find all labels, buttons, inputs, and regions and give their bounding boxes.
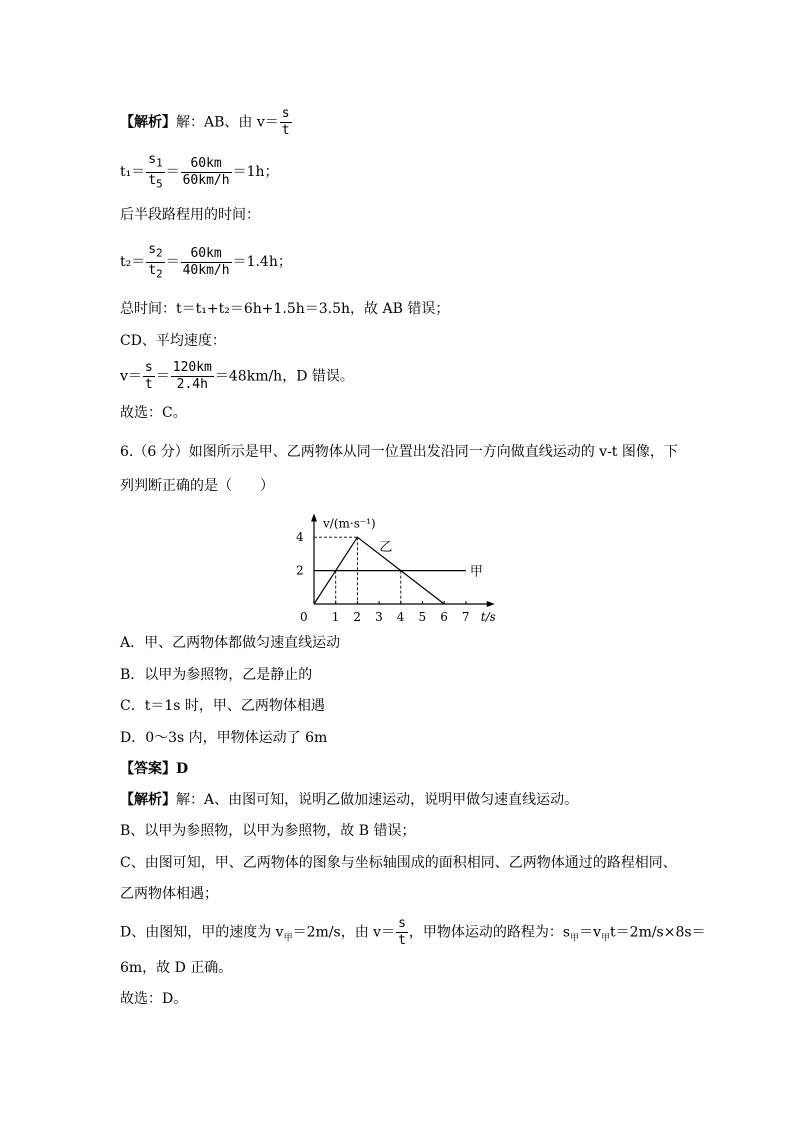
t2-frac-den-sub: 2 [156, 267, 163, 281]
analysis-label-2: 【解析】 [120, 792, 176, 808]
line5-fraction [396, 916, 408, 949]
series-label: 甲 [469, 564, 483, 580]
solution2-line6: 6m，故 D 正确。 [120, 960, 233, 976]
intro-frac-den: t [281, 123, 290, 138]
line5-sub1: 甲 [283, 933, 293, 944]
t1-frac-den: t [148, 172, 157, 188]
t2-eq: ＝ [165, 254, 180, 271]
t2-fraction [146, 242, 164, 282]
x-tick-label: 6 [440, 610, 448, 624]
v-frac2-num: 120km [172, 360, 212, 375]
second-half-text: 后半段路程用的时间： [120, 207, 260, 223]
x-tick-label: 5 [418, 610, 427, 624]
t2-frac-num-sub: 2 [156, 246, 163, 260]
question-stem-line2: 列判断正确的是（ ） [120, 478, 274, 494]
solution2-text1: 解：A、由图可知，说明乙做加速运动，说明甲做匀速直线运动。 [176, 792, 579, 808]
line5-mid3: ＝v [579, 924, 602, 941]
solution2-line1 [120, 791, 578, 809]
analysis-label: 【解析】 [120, 114, 176, 131]
v-frac-num: s [144, 360, 153, 375]
t1-frac2-den: 60km/h [182, 172, 230, 188]
line5-post: t＝2m/s×8s＝ [610, 924, 706, 941]
option-c: C．t＝1s 时，甲、乙两物体相遇 [120, 698, 325, 714]
y-axis-label: v/(m·s⁻¹) [323, 516, 376, 531]
solution2-line3: C、由图可知，甲、乙两物体的图象与坐标轴围成的面积相同、乙两物体通过的路程相同、 [120, 855, 677, 871]
line5-mid2: ，甲物体运动的路程为：s [408, 924, 571, 941]
answer-label: 【答案】D [120, 761, 189, 777]
x-tick-label: 3 [375, 610, 383, 624]
v-fraction [143, 360, 155, 393]
solution2-line2: B、以甲为参照物，以甲为参照物，故 B 错误； [120, 823, 416, 839]
x-axis-arrow [487, 601, 495, 607]
x-tick-label: 2 [353, 610, 362, 624]
t1-frac-den-sub: 5 [156, 177, 163, 191]
t2-frac-num: s [148, 242, 157, 257]
y-tick-label: 4 [296, 530, 304, 545]
y-tick-label: 2 [296, 563, 304, 578]
t2-frac-den: t [148, 262, 157, 278]
line5-mid: ＝2m/s，由 v＝ [292, 924, 396, 941]
v-eq: ＝ [155, 368, 170, 385]
solution1-intro [120, 106, 293, 139]
t2-result: ＝1.4h； [232, 254, 292, 271]
line5-pre: D、由图知，甲的速度为 v [120, 924, 284, 941]
line5-frac-num: s [398, 916, 406, 931]
t1-frac-num-sub: 1 [156, 156, 163, 170]
option-b: B．以甲为参照物，乙是静止的 [120, 667, 313, 683]
x-tick-label: 1 [331, 610, 340, 624]
t1-frac2-num: 60km [181, 156, 232, 173]
t2-frac2-num: 60km [181, 246, 232, 263]
line5-sub2: 甲 [570, 933, 580, 944]
line5-sub3: 甲 [601, 933, 611, 944]
question-stem-line1: 6.（6 分）如图所示是甲、乙两物体从同一位置出发沿同一方向做直线运动的 v-t 图像，下 [120, 444, 678, 460]
y-axis-arrow [311, 514, 317, 522]
v-result: ＝48km/h，D 错误。 [214, 368, 354, 385]
option-a: A．甲、乙两物体都做匀速直线运动 [120, 635, 341, 651]
choose-d: 故选：D。 [120, 991, 188, 1007]
x-tick-label: 0 [300, 610, 308, 624]
intro-fraction [280, 106, 292, 139]
t1-fraction [146, 152, 164, 192]
intro-frac-num: s [281, 106, 290, 121]
vt-chart [290, 500, 520, 630]
t2-fraction2 [181, 246, 232, 279]
v-equation [120, 360, 354, 393]
t2-frac2-den: 40km/h [182, 262, 230, 278]
x-tick-label: 4 [396, 610, 405, 624]
v-frac-den: t [144, 377, 153, 392]
t1-equation [120, 152, 279, 192]
x-axis-label: t/s [480, 610, 496, 624]
t1-fraction2 [181, 156, 232, 189]
choose-c: 故选：C。 [120, 405, 187, 421]
t1-lhs: t₁＝ [120, 164, 146, 181]
total-time: 总时间：t＝t₁+t₂＝6h+1.5h＝3.5h，故 AB 错误； [120, 301, 450, 317]
t1-result: ＝1h； [232, 164, 279, 181]
solution2-line5 [120, 916, 706, 949]
t1-frac-num: s [148, 152, 157, 167]
solution2-line4: 乙两物体相遇； [120, 886, 218, 902]
intro-text: 解：AB、由 v＝ [176, 114, 279, 131]
v-lhs: v＝ [120, 368, 142, 385]
v-fraction2 [171, 360, 214, 393]
t2-equation [120, 242, 292, 282]
t2-lhs: t₂＝ [120, 254, 146, 271]
t1-eq: ＝ [165, 164, 180, 181]
v-frac2-den: 2.4h [176, 377, 208, 392]
x-tick-label: 7 [461, 610, 470, 624]
series-label: 乙 [379, 540, 393, 556]
option-d: D．0～3s 内，甲物体运动了 6m [120, 730, 328, 746]
line5-frac-den: t [398, 933, 406, 948]
cd-average-speed: CD、平均速度： [120, 333, 226, 349]
